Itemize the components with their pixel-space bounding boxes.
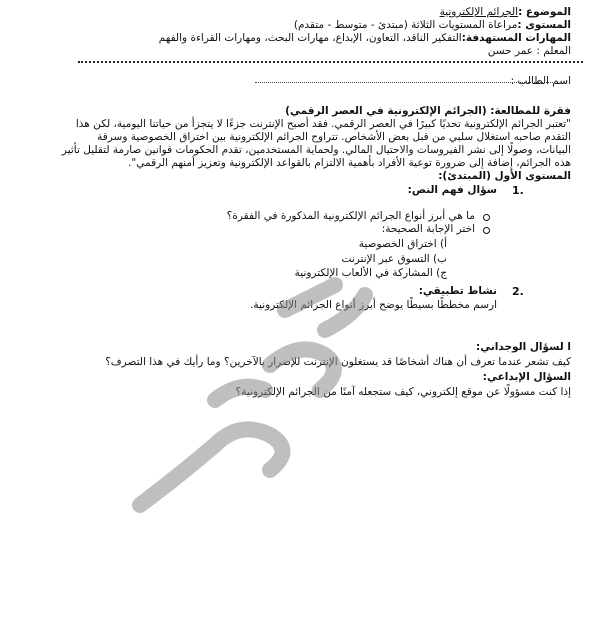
level-label: المستوى :	[517, 19, 571, 31]
reading-line-3: البيانات، وصولًا إلى نشر الفيروسات والاحتيال المالي. ولحماية المستخدمين، تقدم الحكومات قوانين صارمة لتقليل تأثير	[61, 144, 571, 156]
q1-number: 1.	[512, 184, 524, 197]
topic-line	[440, 6, 571, 19]
bullet-icon	[483, 214, 490, 221]
teacher-name: المعلم : عمر حسن	[487, 45, 571, 57]
skills-label: المهارات المستهدفة:	[461, 32, 571, 44]
skills-value: التفكير الناقد، التعاون، الإبداع، مهارات البحث، ومهارات القراءة والفهم	[158, 32, 462, 44]
watermark-signature	[120, 270, 380, 530]
level-value: مراعاة المستويات الثلاثة (مبتدئ - متوسط - متقدم)	[293, 19, 518, 31]
q2-number: 2.	[512, 285, 524, 298]
choice-c: ج) المشاركة في الألعاب الإلكترونية	[294, 267, 447, 279]
emotional-text: كيف تشعر عندما تعرف أن هناك أشخاصًا قد يستغلون الإنترنت للإضرار بالآخرين؟ وما رأيك في هذا التصرف؟	[105, 356, 571, 368]
reading-line-2: التقدم صاحبه استغلال سلبي من قبل بعض الأشخاص. تتراوح الجرائم الإلكترونية بين اختراق الخصوصية وسرقة	[97, 131, 571, 143]
q1-label: سؤال فهم النص:	[407, 184, 497, 196]
q1-item-1: ما هي أبرز أنواع الجرائم الإلكترونية المذكورة في الفقرة؟	[226, 210, 475, 222]
creative-heading: السؤال الإبداعي:	[482, 371, 571, 383]
choice-a: أ) اختراق الخصوصية	[358, 238, 447, 250]
choice-b: ب) التسوق عبر الإنترنت	[341, 253, 447, 265]
student-name-label: اسم الطالب :	[510, 75, 571, 87]
level1-heading: المستوى الأول (المبتدئ):	[438, 170, 571, 182]
skills-line	[159, 32, 571, 45]
topic-label: الموضوع :	[518, 6, 571, 18]
level-line	[294, 19, 571, 32]
q2-text: ارسم مخططًا بسيطًا يوضح أبرز أنواع الجرائم الإلكترونية.	[250, 299, 497, 311]
emotional-heading: ا لسؤال الوجداني:	[476, 341, 571, 353]
reading-heading: فقرة للمطالعة: (الجرائم الإلكترونية في العصر الرقمي)	[285, 105, 571, 117]
separator-dotted-line	[78, 61, 583, 66]
q2-label: نشاط تطبيقي:	[418, 285, 497, 297]
bullet-icon	[483, 227, 490, 234]
reading-line-1: "تعتبر الجرائم الإلكترونية تحديًا كبيرًا في العصر الرقمي. فقد أصبح الإنترنت جزءًا لا يتجزأ من حياتنا اليومية، لكن هذا	[75, 118, 571, 130]
topic-value: الجرائم الإلكترونية	[439, 6, 519, 18]
student-name-line[interactable]	[255, 82, 555, 83]
q1-item-2: اختر الإجابة الصحيحة:	[381, 223, 475, 235]
creative-text: إذا كنت مسؤولًا عن موقع إلكتروني، كيف ستجعله آمنًا من الجرائم الإلكترونية؟	[235, 386, 571, 398]
reading-line-4: هذه الجرائم، إضافة إلى ضرورة توعية الأفراد بأهمية الالتزام بالقواعد الإلكترونية وتعزيز أمنهم الرقمي".	[128, 157, 571, 169]
